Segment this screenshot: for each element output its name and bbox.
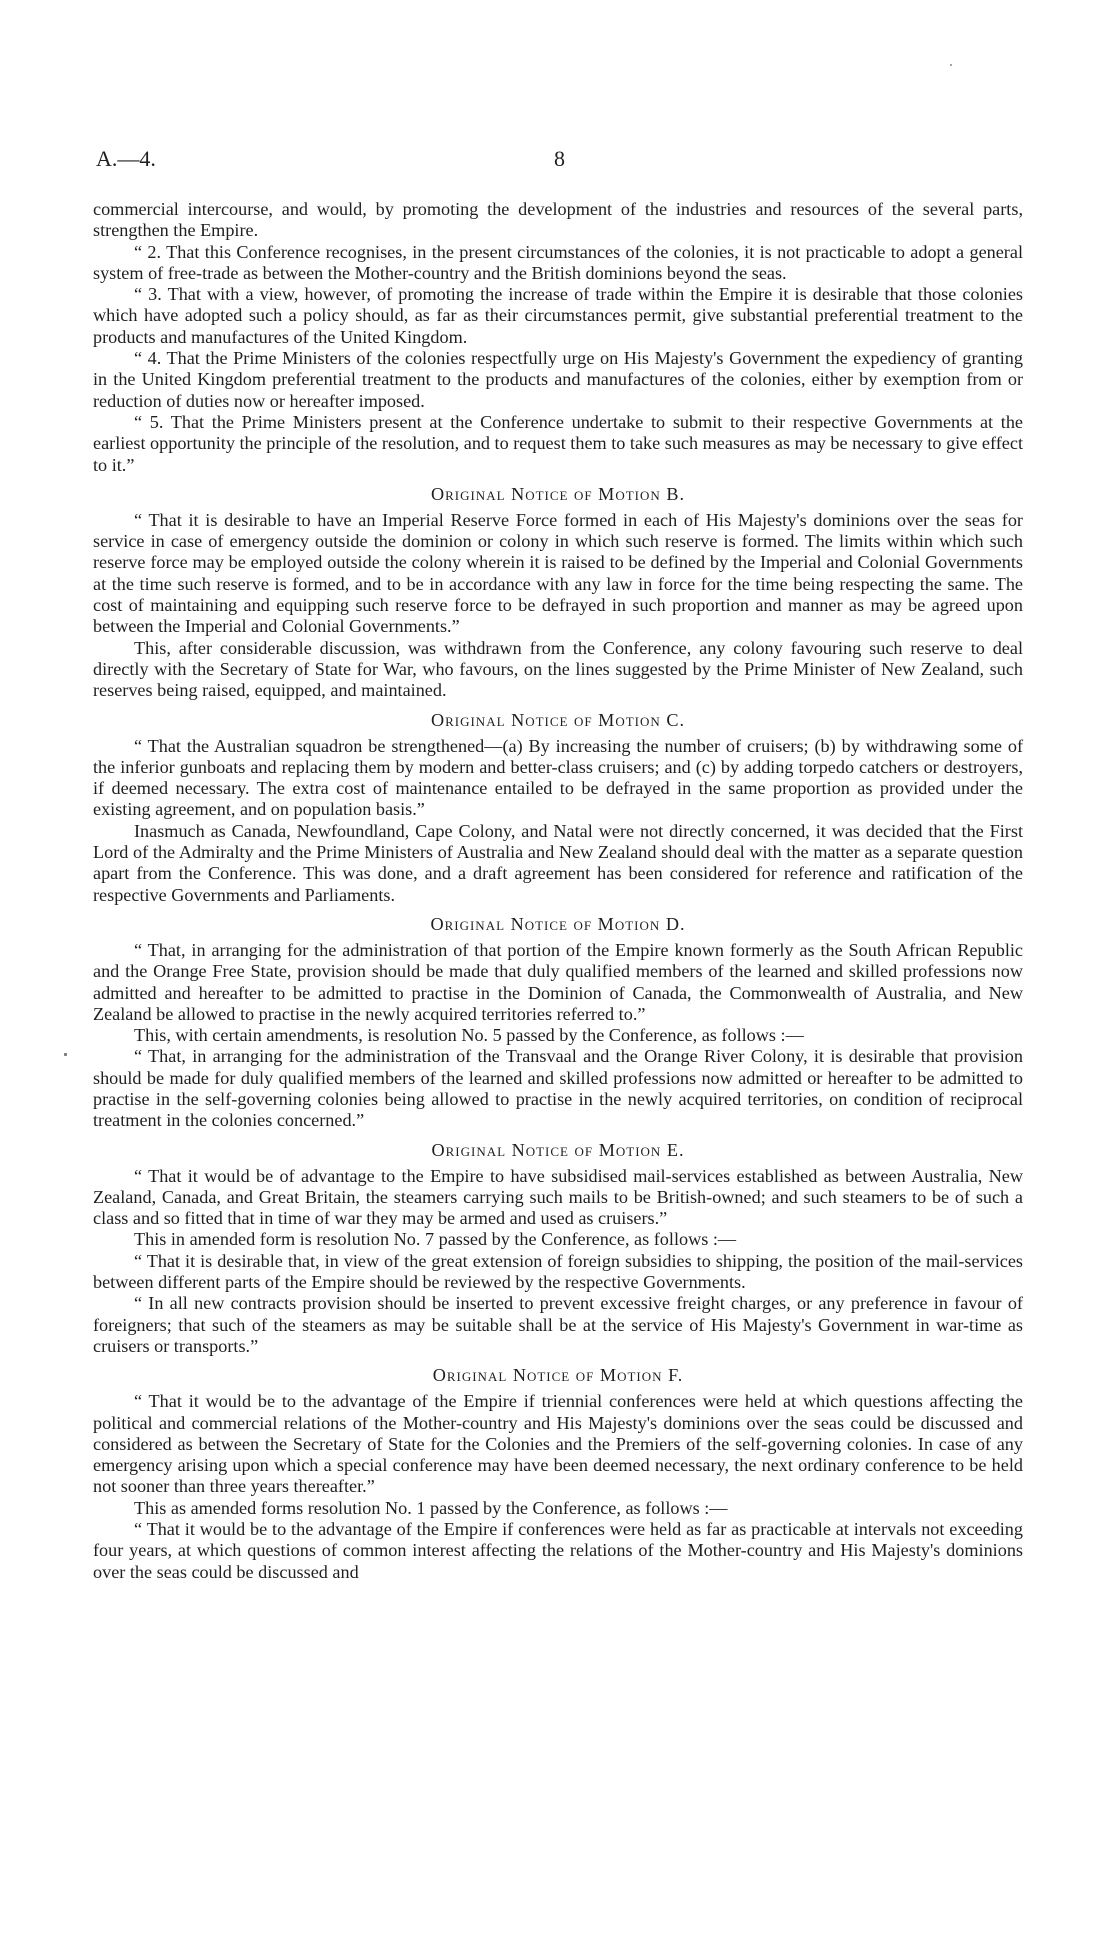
paragraph: “ 4. That the Prime Ministers of the colonies respectfully urge on His Majesty's Government the expediency of granting in the United Kingdom preferential treatment to the products and manufactures of the colonies, either by exemption from or reduction of duties now or hereafter imposed. [93,348,1023,411]
paragraph: “ That it is desirable to have an Imperial Reserve Force formed in each of His Majesty's dominions over the seas for service in case of emergency outside the dominion or colony in which such reserve is formed. The limits within which such reserve force may be employed outside the colony wherein it is raised to be defined by the Imperial and Colonial Governments at the time such reserve is formed, and to be in accordance with any law in force for the time being respecting the same. The cost of maintaining and equipping such reserve force to be defrayed in such proportion and manner as may be agreed upon between the Imperial and Colonial Governments.” [93,509,1023,637]
page-number: 8 [554,146,565,171]
scan-speck [64,1053,67,1056]
page-header [96,146,1023,176]
scan-speck [950,64,952,66]
paragraph: “ That the Australian squadron be strengthened—(a) By increasing the number of cruisers; (b) by withdrawing some of the inferior gunboats and replacing them by modern and better-class cruisers; and (c) by adding torpedo catchers or destroyers, if deemed necessary. The extra cost of maintenance entailed to be defrayed in the same proportion as provided under the existing agreement, and on population basis.” [93,735,1023,820]
paragraph: This in amended form is resolution No. 7 passed by the Conference, as follows :— [134,1229,737,1250]
paragraph: “ 5. That the Prime Ministers present at the Conference undertake to submit to their respective Governments at the earliest opportunity the principle of the resolution, and to request them to take such measures as may be necessary to give effect to it.” [93,411,1023,475]
paragraph: “ In all new contracts provision should be inserted to prevent excessive freight charges, or any preference in favour of foreigners; that such of the steamers as may be suitable shall be at the service of His Majesty's Government in war-time as cruisers or transports.” [93,1293,1023,1356]
section-heading: Original Notice of Motion F. [432,1365,684,1386]
paragraph: commercial intercourse, and would, by promoting the development of the industries and resources of the several parts, strengthen the Empire. [93,199,1023,241]
paragraph: “ That it would be to the advantage of the Empire if conferences were held as far as practicable at intervals not exceeding four years, at which questions of common interest affecting the relations of the Mother-country and His Majesty's dominions over the seas could be discussed and [93,1519,1023,1582]
section-heading: Original Notice of Motion E. [431,1139,685,1160]
paragraph: “ That it would be to the advantage of the Empire if triennial conferences were held at which questions affecting the political and commercial relations of the Mother-country and His Majesty's dominions over the seas could be discussed and considered as between the Secretary of State for the Colonies and the Premiers of the self-governing colonies. In case of any emergency arising upon which a special conference may have been deemed necessary, the next ordinary conference to be held not sooner than three years thereafter.” [93,1391,1023,1497]
paragraph: “ That it is desirable that, in view of the great extension of foreign subsidies to shipping, the position of the mail-services between different parts of the Empire should be reviewed by the respective Governments. [93,1250,1023,1293]
paragraph: Inasmuch as Canada, Newfoundland, Cape Colony, and Natal were not directly concerned, it was decided that the First Lord of the Admiralty and the Prime Ministers of Australia and New Zealand should deal with the matter as a separate question apart from the Conference. This was done, and a draft agreement has been considered for reference and ratification of the respective Governments and Parliaments. [93,820,1023,905]
paragraph: This as amended forms resolution No. 1 passed by the Conference, as follows :— [134,1497,728,1518]
paragraph: This, with certain amendments, is resolution No. 5 passed by the Conference, as follows :— [134,1025,804,1046]
document-body [93,199,1023,1583]
paragraph: “ 2. That this Conference recognises, in the present circumstances of the colonies, it is not practicable to adopt a general system of free-trade as between the Mother-country and the British dominions beyond the seas. [93,241,1023,283]
document-reference: A.—4. [96,146,156,171]
paragraph: “ 3. That with a view, however, of promoting the increase of trade within the Empire it is desirable that those colonies which have adopted such a policy should, as far as their circumstances permit, give substantial preferential treatment to the products and manufactures of the United Kingdom. [93,284,1023,347]
section-heading: Original Notice of Motion D. [430,913,686,934]
section-heading: Original Notice of Motion C. [430,709,686,730]
paragraph: “ That, in arranging for the administration of the Transvaal and the Orange River Colony, it is desirable that provision should be made for duly qualified members of the learned and skilled professions now admitted or hereafter to be admitted to practise in the self-governing colonies being allowed to practise in the newly acquired territories, on condition of reciprocal treatment in the colonies concerned.” [93,1046,1023,1131]
paragraph: “ That, in arranging for the administration of that portion of the Empire known formerly as the South African Republic and the Orange Free State, provision should be made that duly qualified members of the learned and skilled professions now admitted and hereafter to be admitted to practise in the Dominion of Canada, the Commonwealth of Australia, and New Zealand be allowed to practise in the newly acquired territories referred to.” [93,939,1023,1024]
paragraph: “ That it would be of advantage to the Empire to have subsidised mail-services established as between Australia, New Zealand, Canada, and Great Britain, the steamers carrying such mails to be British-owned; and such steamers to be of such a class and so fitted that in time of war they may be armed and used as cruisers.” [93,1165,1023,1229]
section-heading: Original Notice of Motion B. [430,483,686,504]
paragraph: This, after considerable discussion, was withdrawn from the Conference, any colony favouring such reserve to deal directly with the Secretary of State for War, who favours, on the lines suggested by the Prime Minister of New Zealand, such reserves being raised, equipped, and maintained. [93,637,1023,701]
